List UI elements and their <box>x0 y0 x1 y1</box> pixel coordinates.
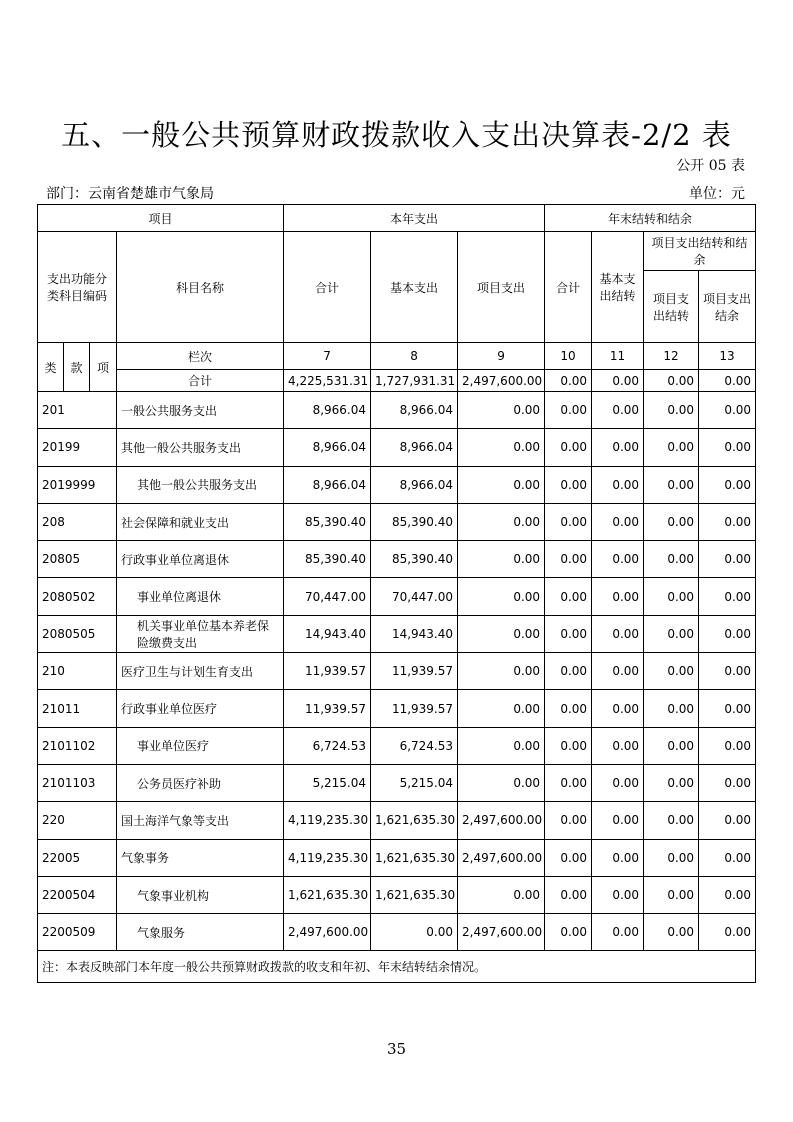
row-value: 0.00 <box>644 876 699 913</box>
row-value: 0.00 <box>545 764 592 801</box>
row-value: 0.00 <box>699 392 756 429</box>
row-code: 2200504 <box>38 876 117 913</box>
row-subject-name: 机关事业单位基本养老保险缴费支出 <box>117 615 284 652</box>
total-value: 0.00 <box>545 370 592 392</box>
row-code: 2019999 <box>38 466 117 503</box>
row-value: 0.00 <box>592 876 644 913</box>
total-value: 0.00 <box>592 370 644 392</box>
header-ye-total: 合计 <box>545 232 592 343</box>
row-code: 2080505 <box>38 615 117 652</box>
row-value: 0.00 <box>644 914 699 951</box>
row-value: 0.00 <box>699 541 756 578</box>
row-value: 5,215.04 <box>284 764 371 801</box>
row-value: 0.00 <box>545 429 592 466</box>
page-title: 五、一般公共预算财政拨款收入支出决算表-2/2 表 <box>61 118 732 152</box>
header-lei: 类 <box>38 343 64 392</box>
row-value: 0.00 <box>545 690 592 727</box>
row-subject-name: 事业单位离退休 <box>117 578 284 615</box>
row-value: 0.00 <box>592 914 644 951</box>
header-project-surplus: 项目支出结余 <box>699 271 756 343</box>
row-value: 0.00 <box>644 503 699 540</box>
row-value: 4,119,235.30 <box>284 839 371 876</box>
row-value: 8,966.04 <box>284 466 371 503</box>
total-value: 2,497,600.00 <box>458 370 545 392</box>
row-value: 0.00 <box>592 690 644 727</box>
row-value: 0.00 <box>545 802 592 839</box>
row-value: 0.00 <box>592 429 644 466</box>
table-row <box>38 914 756 951</box>
total-value: 0.00 <box>699 370 756 392</box>
row-code: 21011 <box>38 690 117 727</box>
col-number: 12 <box>644 343 699 370</box>
row-value: 0.00 <box>592 578 644 615</box>
row-value: 1,621,635.30 <box>371 802 458 839</box>
table-row <box>38 653 756 690</box>
row-value: 0.00 <box>699 914 756 951</box>
table-row <box>38 876 756 913</box>
header-project: 项目支出 <box>458 232 545 343</box>
row-value: 85,390.40 <box>371 503 458 540</box>
row-value: 0.00 <box>458 466 545 503</box>
row-value: 0.00 <box>644 802 699 839</box>
row-value: 5,215.04 <box>371 764 458 801</box>
row-value: 0.00 <box>545 876 592 913</box>
row-value: 0.00 <box>644 690 699 727</box>
col-number: 10 <box>545 343 592 370</box>
row-value: 0.00 <box>699 690 756 727</box>
table-row <box>38 466 756 503</box>
row-value: 0.00 <box>592 764 644 801</box>
row-value: 0.00 <box>592 615 644 652</box>
row-subject-name: 其他一般公共服务支出 <box>117 429 284 466</box>
row-subject-name: 一般公共服务支出 <box>117 392 284 429</box>
row-code: 20199 <box>38 429 117 466</box>
row-code: 220 <box>38 802 117 839</box>
row-value: 0.00 <box>545 727 592 764</box>
total-value: 4,225,531.31 <box>284 370 371 392</box>
header-item: 项目 <box>38 205 284 232</box>
col-number: 7 <box>284 343 371 370</box>
row-value: 6,724.53 <box>371 727 458 764</box>
column-number-row <box>38 343 756 370</box>
row-value: 0.00 <box>699 839 756 876</box>
row-code: 2101102 <box>38 727 117 764</box>
row-value: 0.00 <box>592 727 644 764</box>
header-total: 合计 <box>284 232 371 343</box>
row-value: 0.00 <box>592 392 644 429</box>
row-value: 0.00 <box>644 653 699 690</box>
total-value: 0.00 <box>644 370 699 392</box>
row-subject-name: 医疗卫生与计划生育支出 <box>117 653 284 690</box>
row-value: 0.00 <box>699 615 756 652</box>
row-value: 0.00 <box>545 839 592 876</box>
row-value: 70,447.00 <box>284 578 371 615</box>
row-subject-name: 国土海洋气象等支出 <box>117 802 284 839</box>
row-value: 2,497,600.00 <box>458 914 545 951</box>
row-value: 0.00 <box>644 541 699 578</box>
row-value: 85,390.40 <box>284 541 371 578</box>
header-project-group: 项目支出结转和结余 <box>644 232 756 271</box>
table-row <box>38 690 756 727</box>
header-basic: 基本支出 <box>371 232 458 343</box>
row-value: 0.00 <box>644 429 699 466</box>
header-current-expense: 本年支出 <box>284 205 545 232</box>
row-code: 208 <box>38 503 117 540</box>
row-subject-name: 行政事业单位医疗 <box>117 690 284 727</box>
row-code: 2200509 <box>38 914 117 951</box>
row-value: 11,939.57 <box>284 653 371 690</box>
row-value: 14,943.40 <box>284 615 371 652</box>
row-subject-name: 行政事业单位离退休 <box>117 541 284 578</box>
row-value: 0.00 <box>545 615 592 652</box>
row-value: 0.00 <box>458 578 545 615</box>
row-value: 0.00 <box>592 541 644 578</box>
row-value: 14,943.40 <box>371 615 458 652</box>
form-number: 公开 05 表 <box>676 158 745 174</box>
table-row <box>38 839 756 876</box>
row-value: 2,497,600.00 <box>458 802 545 839</box>
row-code: 2080502 <box>38 578 117 615</box>
header-row-2 <box>38 232 756 271</box>
row-value: 0.00 <box>545 392 592 429</box>
row-value: 0.00 <box>545 541 592 578</box>
table-row <box>38 503 756 540</box>
total-row <box>38 370 756 392</box>
header-xiang: 项 <box>90 343 117 392</box>
table-row <box>38 578 756 615</box>
row-value: 0.00 <box>545 914 592 951</box>
table-row <box>38 802 756 839</box>
row-value: 8,966.04 <box>284 429 371 466</box>
table-row <box>38 615 756 652</box>
row-value: 0.00 <box>644 578 699 615</box>
row-subject-name: 公务员医疗补助 <box>117 764 284 801</box>
row-value: 0.00 <box>644 839 699 876</box>
table-row <box>38 541 756 578</box>
row-code: 20805 <box>38 541 117 578</box>
row-value: 0.00 <box>592 503 644 540</box>
header-func-code: 支出功能分类科目编码 <box>38 232 117 343</box>
row-value: 0.00 <box>458 503 545 540</box>
row-subject-name: 气象服务 <box>117 914 284 951</box>
row-value: 11,939.57 <box>371 653 458 690</box>
row-subject-name: 社会保障和就业支出 <box>117 503 284 540</box>
row-value: 1,621,635.30 <box>284 876 371 913</box>
row-value: 0.00 <box>371 914 458 951</box>
row-value: 0.00 <box>545 503 592 540</box>
row-value: 0.00 <box>699 653 756 690</box>
table-row <box>38 429 756 466</box>
row-value: 0.00 <box>699 727 756 764</box>
row-value: 0.00 <box>644 466 699 503</box>
row-subject-name: 其他一般公共服务支出 <box>117 466 284 503</box>
row-value: 70,447.00 <box>371 578 458 615</box>
row-value: 0.00 <box>592 653 644 690</box>
row-value: 0.00 <box>545 578 592 615</box>
unit-label: 单位：元 <box>689 186 745 202</box>
row-value: 0.00 <box>545 653 592 690</box>
row-value: 0.00 <box>592 839 644 876</box>
row-value: 0.00 <box>699 503 756 540</box>
row-value: 0.00 <box>458 690 545 727</box>
row-value: 2,497,600.00 <box>284 914 371 951</box>
total-label: 合计 <box>117 370 284 392</box>
row-value: 0.00 <box>592 466 644 503</box>
table-note: 注：本表反映部门本年度一般公共预算财政拨款的收支和年初、年末结转结余情况。 <box>38 951 756 983</box>
header-lanci: 栏次 <box>117 343 284 370</box>
header-row-1 <box>38 205 756 232</box>
col-number: 8 <box>371 343 458 370</box>
row-code: 201 <box>38 392 117 429</box>
row-value: 0.00 <box>458 764 545 801</box>
table-row <box>38 392 756 429</box>
row-value: 0.00 <box>699 429 756 466</box>
row-value: 0.00 <box>644 392 699 429</box>
department-label: 部门：云南省楚雄市气象局 <box>46 186 214 202</box>
row-value: 85,390.40 <box>284 503 371 540</box>
row-value: 0.00 <box>699 578 756 615</box>
row-value: 0.00 <box>644 727 699 764</box>
table-row <box>38 764 756 801</box>
header-basic-carry: 基本支出结转 <box>592 232 644 343</box>
row-value: 0.00 <box>458 615 545 652</box>
col-number: 9 <box>458 343 545 370</box>
row-value: 0.00 <box>458 876 545 913</box>
row-value: 0.00 <box>458 392 545 429</box>
header-project-carry: 项目支出结转 <box>644 271 699 343</box>
row-value: 11,939.57 <box>284 690 371 727</box>
row-value: 0.00 <box>545 466 592 503</box>
row-value: 0.00 <box>592 802 644 839</box>
row-value: 2,497,600.00 <box>458 839 545 876</box>
col-number: 13 <box>699 343 756 370</box>
table-row <box>38 727 756 764</box>
row-value: 0.00 <box>458 541 545 578</box>
page-number: 35 <box>386 1040 407 1058</box>
row-value: 6,724.53 <box>284 727 371 764</box>
total-value: 1,727,931.31 <box>371 370 458 392</box>
header-kuan: 款 <box>64 343 90 392</box>
row-value: 0.00 <box>699 764 756 801</box>
row-value: 1,621,635.30 <box>371 839 458 876</box>
row-value: 4,119,235.30 <box>284 802 371 839</box>
row-value: 8,966.04 <box>371 429 458 466</box>
row-value: 0.00 <box>699 876 756 913</box>
row-value: 0.00 <box>644 764 699 801</box>
row-value: 11,939.57 <box>371 690 458 727</box>
row-value: 0.00 <box>458 429 545 466</box>
header-subject-name: 科目名称 <box>117 232 284 343</box>
row-subject-name: 事业单位医疗 <box>117 727 284 764</box>
row-value: 8,966.04 <box>284 392 371 429</box>
row-value: 0.00 <box>458 727 545 764</box>
row-value: 0.00 <box>644 615 699 652</box>
col-number: 11 <box>592 343 644 370</box>
row-value: 0.00 <box>699 802 756 839</box>
row-code: 210 <box>38 653 117 690</box>
row-value: 85,390.40 <box>371 541 458 578</box>
row-value: 8,966.04 <box>371 392 458 429</box>
row-subject-name: 气象事业机构 <box>117 876 284 913</box>
row-subject-name: 气象事务 <box>117 839 284 876</box>
row-value: 0.00 <box>699 466 756 503</box>
row-value: 1,621,635.30 <box>371 876 458 913</box>
budget-table <box>37 204 756 983</box>
note-row <box>38 951 756 983</box>
row-value: 8,966.04 <box>371 466 458 503</box>
row-value: 0.00 <box>458 653 545 690</box>
row-code: 2101103 <box>38 764 117 801</box>
header-year-end: 年末结转和结余 <box>545 205 756 232</box>
row-code: 22005 <box>38 839 117 876</box>
